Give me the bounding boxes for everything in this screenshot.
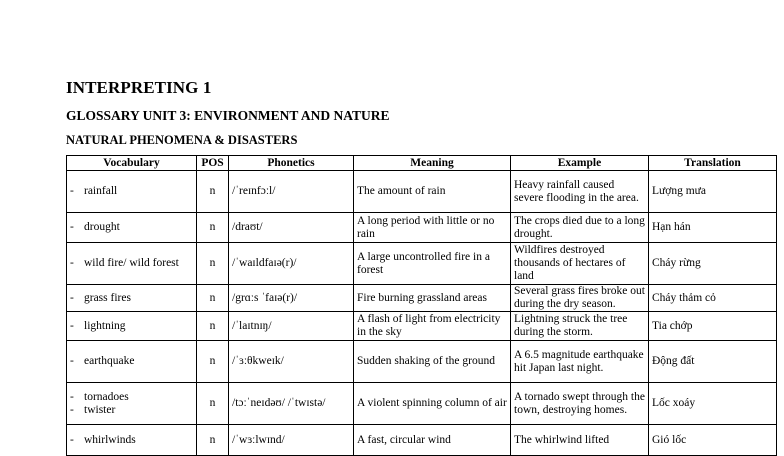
vocab-term: - rainfall <box>70 185 193 198</box>
meaning-cell: Sudden shaking of the ground <box>354 341 511 383</box>
header-example: Example <box>511 156 649 171</box>
pos-cell: n <box>197 312 229 341</box>
phonetics-cell: /grɑːs ˈfaɪə(r)/ <box>229 285 354 312</box>
meaning-cell: A fast, circular wind <box>354 425 511 456</box>
vocab-term: - drought <box>70 221 193 234</box>
example-cell: A tornado swept through the town, destroying homes. <box>511 383 649 425</box>
example-cell: Lightning struck the tree during the storm. <box>511 312 649 341</box>
vocab-cell <box>67 383 197 425</box>
table-row <box>67 341 777 383</box>
table-header-row <box>67 156 777 171</box>
pos-cell: n <box>197 341 229 383</box>
meaning-cell: A flash of light from electricity in the sky <box>354 312 511 341</box>
vocab-term: - tornadoes <box>70 391 193 404</box>
vocab-term: - wild fire/ wild forest <box>70 257 193 270</box>
section-heading: NATURAL PHENOMENA & DISASTERS <box>66 133 298 147</box>
vocab-cell <box>67 171 197 213</box>
vocab-cell <box>67 425 197 456</box>
example-cell: The whirlwind lifted <box>511 425 649 456</box>
translation-cell: Lốc xoáy <box>649 383 777 425</box>
example-cell: Wildfires destroyed thousands of hectares of land <box>511 243 649 285</box>
pos-cell: n <box>197 171 229 213</box>
table-row <box>67 213 777 243</box>
pos-cell: n <box>197 213 229 243</box>
vocab-term: - grass fires <box>70 292 193 305</box>
header-vocabulary: Vocabulary <box>67 156 197 171</box>
pos-cell: n <box>197 425 229 456</box>
vocab-term: - earthquake <box>70 355 193 368</box>
translation-cell: Gió lốc <box>649 425 777 456</box>
meaning-cell: A long period with little or no rain <box>354 213 511 243</box>
table-row <box>67 243 777 285</box>
vocab-cell <box>67 312 197 341</box>
example-cell: Heavy rainfall caused severe flooding in the area. <box>511 171 649 213</box>
phonetics-cell: /tɔːˈneɪdəʊ/ /ˈtwɪstə/ <box>229 383 354 425</box>
phonetics-cell: /ˈwɜːlwɪnd/ <box>229 425 354 456</box>
phonetics-cell: /ˈreɪnfɔːl/ <box>229 171 354 213</box>
table-row <box>67 285 777 312</box>
example-cell: The crops died due to a long drought. <box>511 213 649 243</box>
vocab-term: - whirlwinds <box>70 434 193 447</box>
translation-cell: Lượng mưa <box>649 171 777 213</box>
pos-cell: n <box>197 383 229 425</box>
header-phonetics: Phonetics <box>229 156 354 171</box>
translation-cell: Động đất <box>649 341 777 383</box>
pos-cell: n <box>197 285 229 312</box>
phonetics-cell: /draʊt/ <box>229 213 354 243</box>
glossary-table <box>66 155 777 456</box>
vocab-cell <box>67 341 197 383</box>
translation-cell: Cháy thảm cỏ <box>649 285 777 312</box>
glossary-subtitle: GLOSSARY UNIT 3: ENVIRONMENT AND NATURE <box>66 108 390 123</box>
pos-cell: n <box>197 243 229 285</box>
header-meaning: Meaning <box>354 156 511 171</box>
vocab-cell <box>67 243 197 285</box>
meaning-cell: A large uncontrolled fire in a forest <box>354 243 511 285</box>
vocab-cell <box>67 285 197 312</box>
translation-cell: Hạn hán <box>649 213 777 243</box>
phonetics-cell: /ˈɜːθkweɪk/ <box>229 341 354 383</box>
table-row <box>67 383 777 425</box>
translation-cell: Tia chớp <box>649 312 777 341</box>
phonetics-cell: /ˈwaɪldfaɪə(r)/ <box>229 243 354 285</box>
meaning-cell: A violent spinning column of air <box>354 383 511 425</box>
table-row <box>67 425 777 456</box>
example-cell: A 6.5 magnitude earthquake hit Japan last night. <box>511 341 649 383</box>
header-translation: Translation <box>649 156 777 171</box>
translation-cell: Cháy rừng <box>649 243 777 285</box>
table-row <box>67 171 777 213</box>
phonetics-cell: /ˈlaɪtnɪŋ/ <box>229 312 354 341</box>
header-pos: POS <box>197 156 229 171</box>
table-row <box>67 312 777 341</box>
example-cell: Several grass fires broke out during the dry season. <box>511 285 649 312</box>
vocab-cell <box>67 213 197 243</box>
vocab-term: - twister <box>70 404 193 417</box>
meaning-cell: Fire burning grassland areas <box>354 285 511 312</box>
document-title: INTERPRETING 1 <box>66 78 212 97</box>
vocab-term: - lightning <box>70 320 193 333</box>
meaning-cell: The amount of rain <box>354 171 511 213</box>
